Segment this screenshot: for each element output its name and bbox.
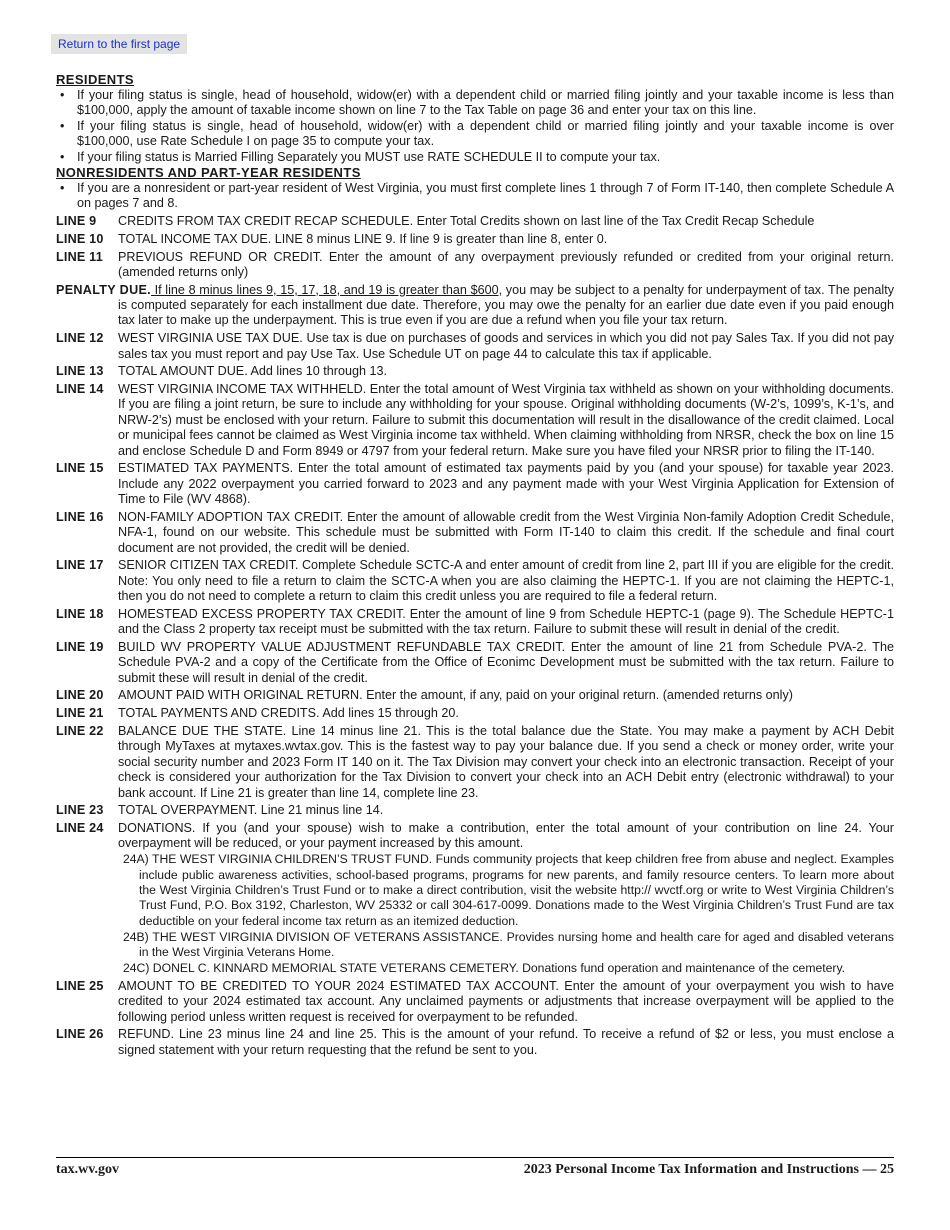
- line-text: TOTAL OVERPAYMENT. Line 21 minus line 14.: [118, 803, 384, 818]
- residents-heading: RESIDENTS: [56, 72, 135, 87]
- line-entry: [56, 607, 894, 638]
- line-text: BUILD WV PROPERTY VALUE ADJUSTMENT REFUNDABLE TAX CREDIT. Enter the amount of line 21 from Schedule PVA-2. The Schedule PVA-2 and a copy of the Certificate from the Office of Econimc Development must be submitted with the tax return. Failure to submit these will result in denial of the credit.: [118, 639, 894, 685]
- donation-item: 24B) THE WEST VIRGINIA DIVISION OF VETERANS ASSISTANCE. Provides nursing home and health care for aged and disabled veterans in the West Virginia Veterans Home.: [123, 929, 894, 960]
- line-text: AMOUNT PAID WITH ORIGINAL RETURN. Enter the amount, if any, paid on your original return. (amended returns only): [118, 688, 793, 703]
- line-label: LINE 22: [56, 723, 104, 738]
- line-label: LINE 25: [56, 978, 104, 993]
- donation-item: 24A) THE WEST VIRGINIA CHILDREN’S TRUST FUND. Funds community projects that keep children free from abuse and neglect. Examples include public awareness activities, school-based programs, programs for new parents, and family resource centers. To learn more about the West Virginia Children’s Trust Fund or to make a direct contribution, visit the website http:// wvctf.org or write to West Virginia Children’s Trust Fund, P.O. Box 3192, Charleston, WV 25332 or call 304-617-0099. Donations made to the West Virginia Children’s Trust Fund are tax deductible on your federal income tax return as an itemized deduction.: [123, 852, 894, 928]
- line-entry: [56, 510, 894, 556]
- bullet-icon: •: [60, 88, 65, 102]
- line-text: TOTAL INCOME TAX DUE. LINE 8 minus LINE 9. If line 9 is greater than line 8, enter 0.: [118, 231, 608, 246]
- line-text: NON-FAMILY ADOPTION TAX CREDIT. Enter the amount of allowable credit from the West Virginia Non-family Adoption Credit Schedule, NFA-1, found on our website. This schedule must be submitted with Form IT-140 to claim this credit. If the schedule and final court document are not provided, the credit will be denied.: [118, 509, 894, 555]
- penalty-label: PENALTY DUE.: [56, 282, 151, 297]
- line-text: ESTIMATED TAX PAYMENTS. Enter the total amount of estimated tax payments paid by you (and your spouse) for taxable year 2023. Include any 2022 overpayment you carried forward to 2023 and any payment made with your West Virginia Application for Extension of Time to File (WV 4868).: [118, 461, 894, 507]
- line-label: LINE 17: [56, 558, 104, 573]
- line-label: LINE 10: [56, 231, 104, 246]
- line-entry: [56, 1027, 894, 1058]
- donation-item: 24C) DONEL C. KINNARD MEMORIAL STATE VETERANS CEMETERY. Donations fund operation and maintenance of the cemetery.: [123, 961, 846, 976]
- list-item: • If your filing status is single, head of household, widow(er) with a dependent child or married filing jointly and your taxable income is over $100,000, use Rate Schedule I on page 35 to compute your tax.: [60, 118, 894, 149]
- line-entry: [56, 382, 894, 459]
- line-text: REFUND. Line 23 minus line 24 and line 25. This is the amount of your refund. To receive a refund of $2 or less, you must enclose a signed statement with your return requesting that the refund be sent to you.: [118, 1027, 894, 1057]
- penalty-condition: If line 8 minus lines 9, 15, 17, 18, and 19 is greater than $600,: [150, 282, 503, 297]
- footer-page-title: 2023 Personal Income Tax Information and Instructions — 25: [523, 1162, 894, 1177]
- line-text: TOTAL AMOUNT DUE. Add lines 10 through 13.: [118, 364, 388, 379]
- line-text: WEST VIRGINIA USE TAX DUE. Use tax is due on purchases of goods and services in which you did not pay Sales Tax. If you did not pay sales tax you must report and pay Use Tax. Use Schedule UT on page 44 to calculate this tax if applicable.: [118, 331, 894, 361]
- line-entry: [56, 331, 894, 362]
- line-entry: [56, 706, 894, 721]
- line-entry: [56, 821, 894, 852]
- line-text: HOMESTEAD EXCESS PROPERTY TAX CREDIT. Enter the amount of line 9 from Schedule HEPTC-1 (page 9). The Schedule HEPTC-1 and the Class 2 property tax receipt must be submitted with the tax return. Failure to submit these will result in denial of the credit.: [118, 606, 894, 637]
- line-entry: [56, 558, 894, 604]
- bullet-icon: •: [60, 118, 65, 133]
- footer-divider: [56, 1157, 894, 1158]
- line-text: SENIOR CITIZEN TAX CREDIT. Complete Schedule SCTC-A and enter amount of credit from line 2, part III if you are eligible for the credit. Note: You only need to file a return to claim the SCTC-A when you are also claiming the HEPTC-1. If you are not claiming the HEPTC-1, then you do not need to complete a return to claim this credit unless you are required to file a federal return.: [118, 558, 894, 604]
- penalty-text: you may be subject to a penalty for underpayment of tax. The penalty is computed separately for each installment due date. Therefore, you may owe the penalty for an earlier due date even if you paid enough tax later to make up the underpayment. This is true even if you are due a refund when you file your tax return.: [118, 282, 894, 328]
- line-label: LINE 18: [56, 606, 104, 621]
- bullet-icon: •: [60, 149, 65, 164]
- line-entry: [56, 724, 894, 801]
- line-text: BALANCE DUE THE STATE. Line 14 minus line 21. This is the total balance due the State. You may make a payment by ACH Debit through MyTaxes at mytaxes.wvtax.gov. This is the fastest way to pay your balance due. If you send a check or money order, write your social security number and 2023 Form IT 140 on it. The Tax Division may convert your check into an electronic transaction. Receipt of your check is considered your authorization for the Tax Division to convert your check into an ACH Debit entry (electronic withdrawal) to your bank account. If Line 21 is greater than line 14, complete line 23.: [118, 723, 894, 800]
- list-item: • If your filing status is Married Filling Separately you MUST use RATE SCHEDULE II to compute your tax.: [60, 149, 661, 164]
- line-label: LINE 26: [56, 1027, 104, 1042]
- line-label: LINE 15: [56, 461, 104, 476]
- line-entry: [56, 461, 894, 507]
- line-entry: [56, 803, 894, 818]
- return-to-first-page-button[interactable]: Return to the first page: [51, 34, 187, 54]
- list-item: • If you are a nonresident or part-year resident of West Virginia, you must first complete lines 1 through 7 of Form IT-140, then complete Schedule A on pages 7 and 8.: [60, 181, 894, 211]
- line-text: DONATIONS. If you (and your spouse) wish to make a contribution, enter the total amount of your contribution on line 24. Your overpayment will be reduced, or your payment increased by this amount.: [118, 820, 894, 851]
- line-entry: [56, 640, 894, 686]
- line-label: LINE 13: [56, 364, 104, 379]
- line-label: LINE 21: [56, 706, 104, 721]
- instructions-body: [56, 72, 894, 1058]
- line-label: LINE 16: [56, 509, 104, 524]
- nonresidents-heading: NONRESIDENTS AND PART-YEAR RESIDENTS: [56, 165, 361, 181]
- bullet-icon: •: [60, 181, 65, 196]
- line-entry: [56, 979, 894, 1025]
- line-entry: [56, 214, 894, 229]
- line-text: CREDITS FROM TAX CREDIT RECAP SCHEDULE. Enter Total Credits shown on last line of the Tax Credit Recap Schedule: [118, 214, 815, 229]
- penalty-entry: [56, 283, 894, 329]
- line-text: AMOUNT TO BE CREDITED TO YOUR 2024 ESTIMATED TAX ACCOUNT. Enter the amount of your overpayment you wish to have credited to your 2024 estimated tax account. Any unclaimed payments or adjustments that increase overpayment will be applied to the following period unless written request is received for overpayment to be refunded.: [118, 978, 894, 1024]
- line-text: PREVIOUS REFUND OR CREDIT. Enter the amount of any overpayment previously refunded or credited from your original return. (amended returns only): [118, 249, 894, 279]
- line-label: LINE 19: [56, 639, 104, 654]
- line-label: LINE 20: [56, 688, 104, 703]
- line-entry: [56, 232, 894, 247]
- footer-website: tax.wv.gov: [56, 1162, 119, 1177]
- line-label: LINE 14: [56, 381, 104, 396]
- line-entry: [56, 364, 894, 379]
- line-entry: [56, 250, 894, 281]
- line-label: LINE 23: [56, 803, 104, 818]
- line-text: WEST VIRGINIA INCOME TAX WITHHELD. Enter the total amount of West Virginia tax withheld as shown on your withholding documents. If you are filing a joint return, be sure to include any withholding for your spouse. Original withholding documents (W-2’s, 1099’s, K-1’s, and NRW-2’s) must be enclosed with your return. Failure to submit this documentation will result in the disallowance of the credit claimed. Local or municipal fees cannot be claimed as West Virginia income tax withheld. When claiming withholding from NRSR, check the box on line 15 and enclose Schedule D and Form 8949 or 4797 from your federal return. Make sure you have filed your NRSR prior to filing the IT-140.: [118, 381, 894, 458]
- line-text: TOTAL PAYMENTS AND CREDITS. Add lines 15 through 20.: [118, 706, 459, 721]
- line-label: LINE 9: [56, 214, 97, 229]
- list-item: • If your filing status is single, head of household, widow(er) with a dependent child or married filing jointly and your taxable income is less than $100,000, apply the amount of taxable income shown on line 7 to the Tax Table on page 36 and enter your tax on this line.: [60, 88, 894, 118]
- line-label: LINE 12: [56, 331, 104, 346]
- line-label: LINE 24: [56, 820, 104, 835]
- line-label: LINE 11: [56, 249, 103, 264]
- line-entry: [56, 688, 894, 703]
